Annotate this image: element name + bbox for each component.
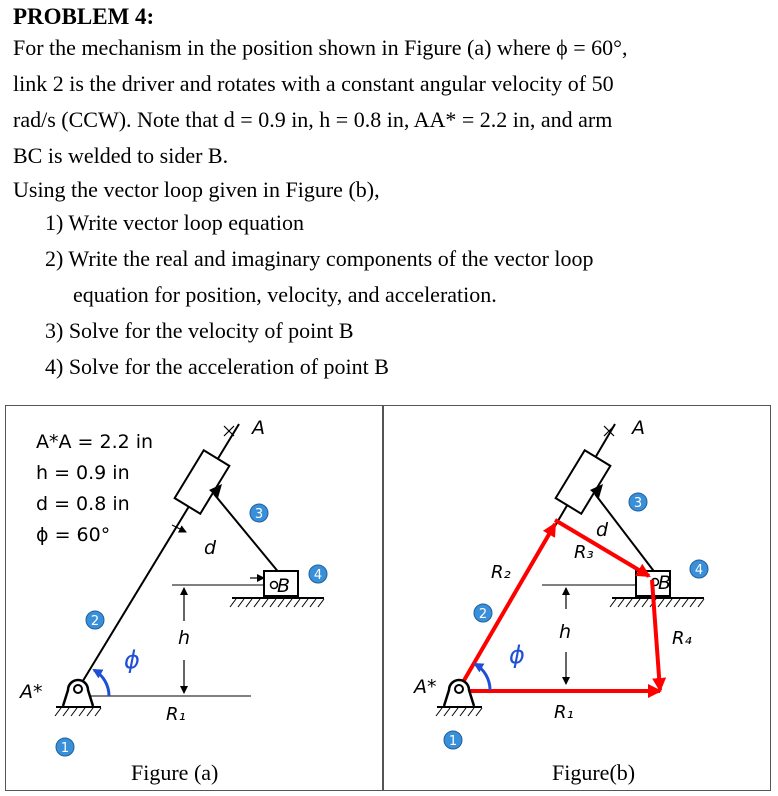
badge-3 [250,504,268,522]
badge-2 [474,604,492,622]
vector-r2 [459,524,555,689]
label-a: A [632,417,645,439]
label-d: d [596,519,609,541]
svg-text:2: 2 [478,607,488,622]
label-b: B [658,572,672,594]
label-astar: A* [20,681,43,703]
given-phi: ϕ = 60° [36,524,111,546]
ground-hatch-slider [610,599,704,607]
label-h: h [178,627,191,649]
figure-b-caption: Figure(b) [552,760,636,785]
label-r1: R₁ [554,702,574,723]
problem-line-3: rad/s (CCW). Note that d = 0.9 in, h = 0.8 in, AA* = 2.2 in, and arm [13,107,613,132]
label-phi: ϕ [509,641,525,669]
badge-3 [629,493,647,511]
ground-hatch-pivot [436,708,482,716]
svg-text:3: 3 [633,496,643,511]
figure-b-panel [383,405,771,791]
svg-text:4: 4 [313,568,323,583]
figure-a-panel [5,405,383,791]
task-item-2: 2) Write the real and imaginary components of the vector loop [45,246,594,271]
problem-title: PROBLEM 4: [13,4,155,29]
badge-1 [444,731,462,749]
problem-line-5: Using the vector loop given in Figure (b), [13,177,380,202]
figure-b-diagram [384,406,770,790]
ground-hatch-pivot [55,708,101,716]
task-item-1: 1) Write vector loop equation [45,210,304,235]
pivot-pin [455,685,463,693]
label-d: d [204,537,217,559]
svg-text:3: 3 [254,507,264,522]
label-phi: ϕ [124,646,140,674]
label-b: B [277,575,291,597]
phi-arc [94,670,109,696]
problem-line-1: For the mechanism in the position shown in Figure (a) where ϕ = 60°, [13,35,628,60]
ground-hatch-slider [230,599,324,607]
task-item-4: 4) Solve for the acceleration of point B [45,354,389,379]
problem-line-2: link 2 is the driver and rotates with a constant angular velocity of 50 [13,71,614,96]
label-astar: A* [414,676,437,698]
figure-a-diagram [6,406,382,790]
badge-4 [690,560,708,578]
svg-text:2: 2 [90,614,100,629]
arm-bc [214,494,280,574]
phi-arc [475,664,490,690]
badge-4 [309,565,327,583]
svg-text:1: 1 [448,734,458,749]
badge-1 [56,738,74,756]
task-item-3: 3) Solve for the velocity of point B [45,318,354,343]
given-d: d = 0.8 in [36,493,130,515]
problem-line-4: BC is welded to sider B. [13,143,229,168]
label-r1: R₁ [166,704,186,725]
given-aa: A*A = 2.2 in [36,431,154,453]
label-r4: R₄ [672,628,692,649]
badge-2 [86,611,104,629]
pivot-pin [74,685,82,693]
label-h: h [559,621,572,643]
label-r3: R₃ [574,542,594,563]
label-a: A [252,417,265,439]
label-r2: R₂ [491,562,511,583]
svg-text:4: 4 [694,563,704,578]
task-item-2-cont: equation for position, velocity, and acceleration. [73,282,497,307]
svg-text:1: 1 [60,741,70,756]
given-h: h = 0.9 in [36,462,130,484]
figure-a-caption: Figure (a) [131,760,219,785]
